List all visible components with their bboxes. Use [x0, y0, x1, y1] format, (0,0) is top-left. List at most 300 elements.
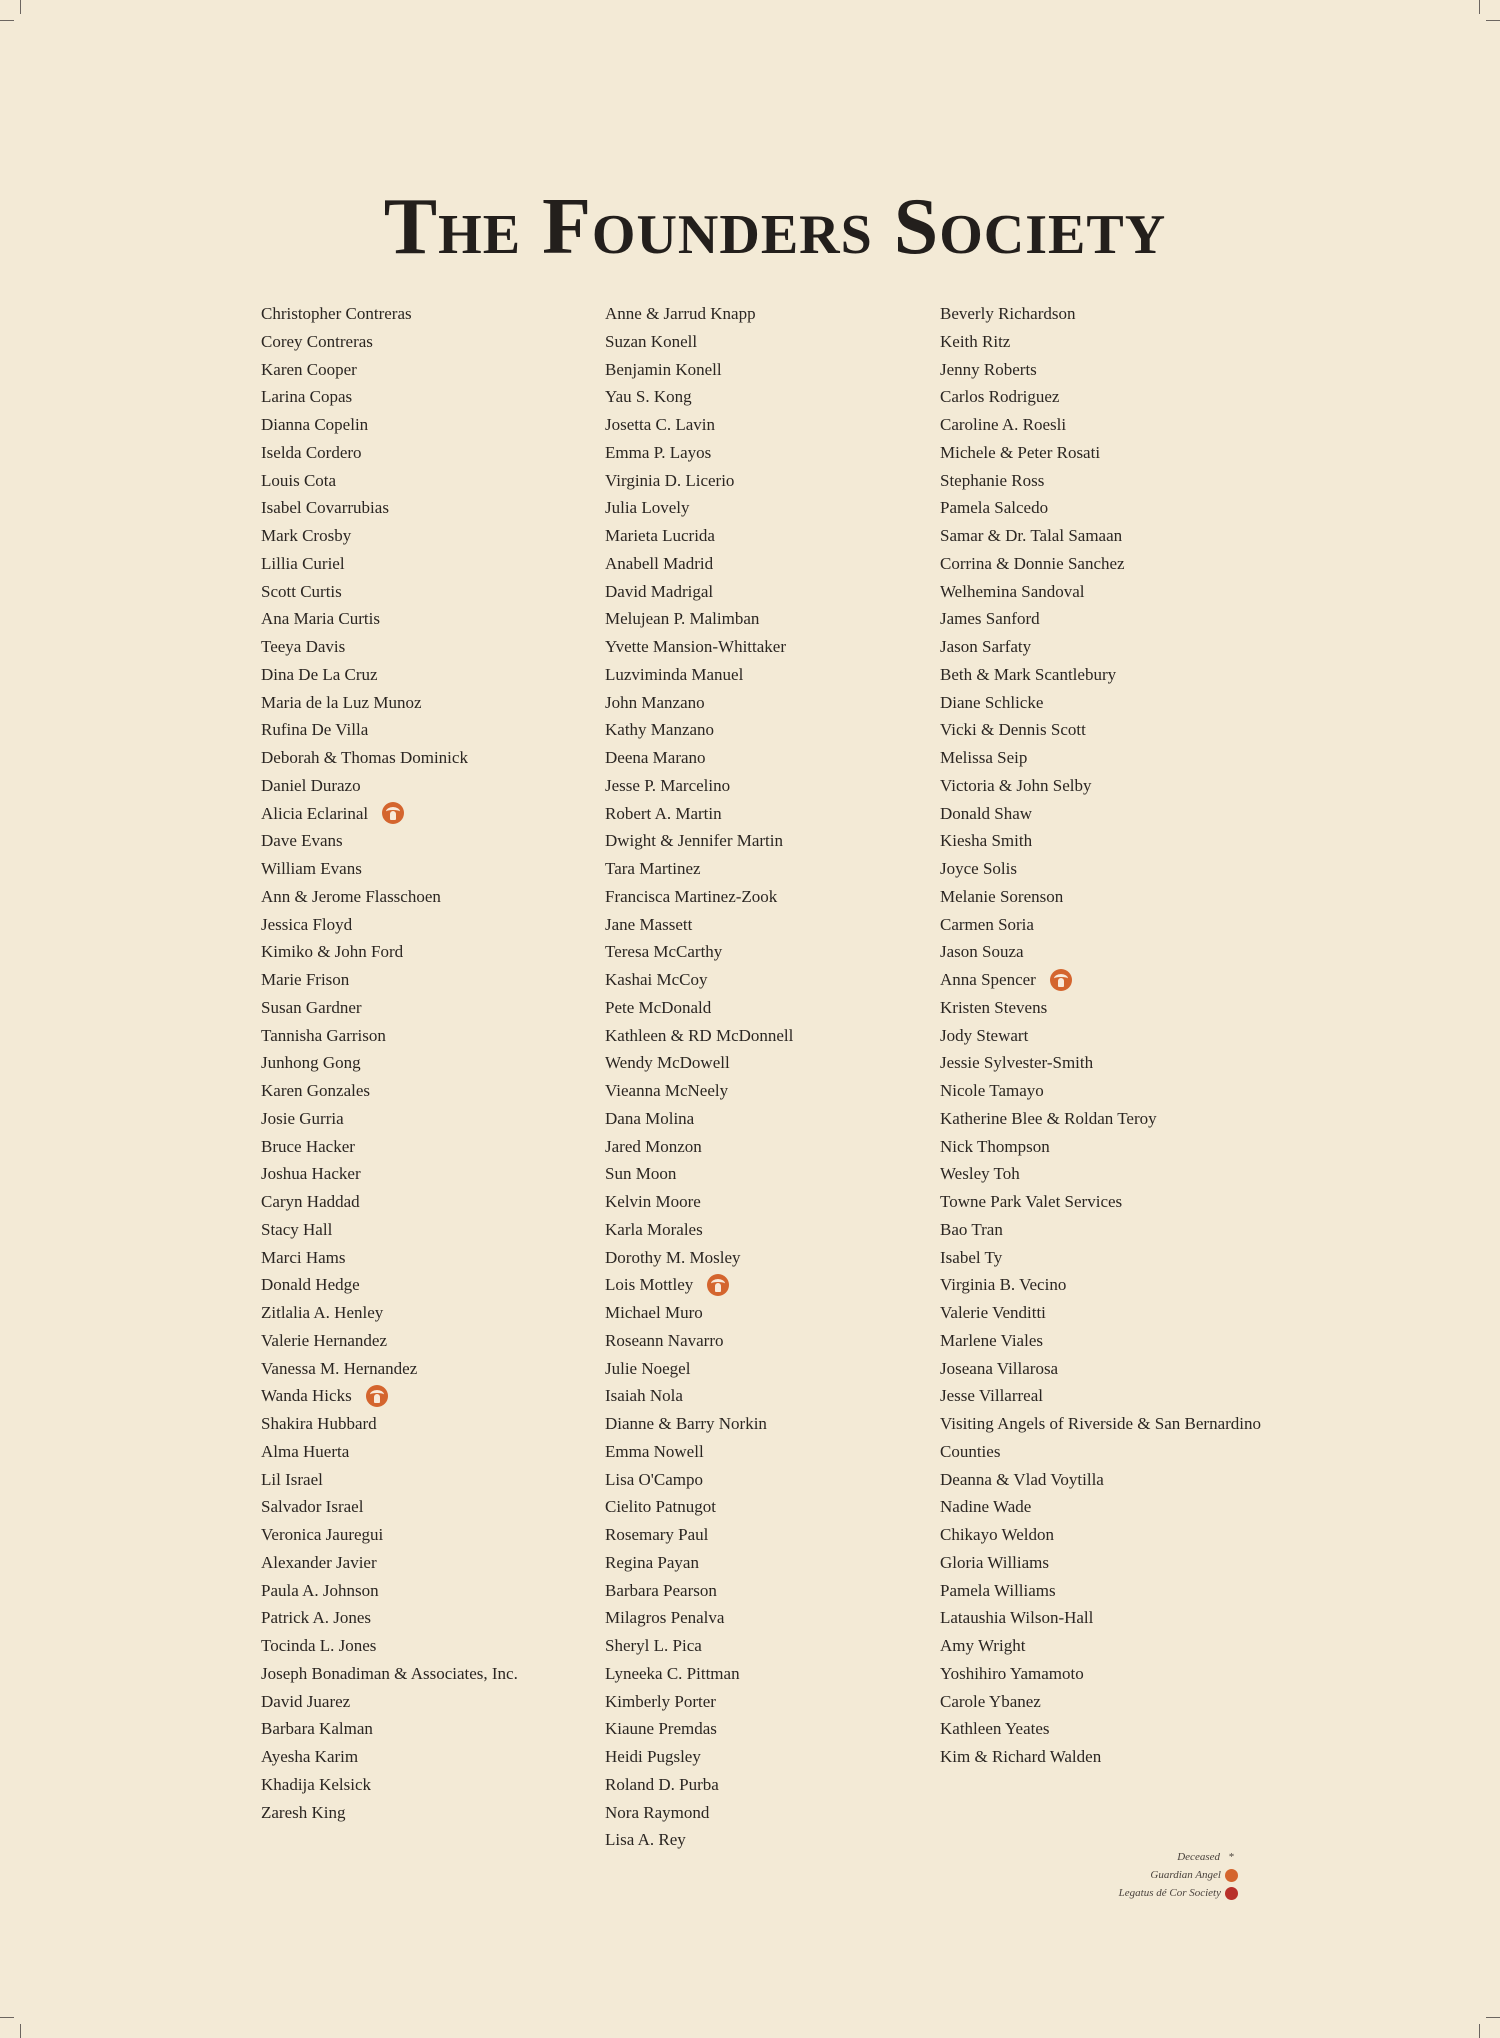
donor-name: [261, 467, 518, 495]
donor-name: [940, 744, 1270, 772]
donor-name-text: Kristen Stevens: [940, 997, 1048, 1017]
crop-mark: [20, 2024, 21, 2038]
donor-name: [605, 1382, 793, 1410]
donor-column-2: [605, 300, 793, 1854]
donor-name-text: Marci Hams: [261, 1247, 346, 1267]
donor-name: [605, 1632, 793, 1660]
donor-name-text: Nora Raymond: [605, 1802, 710, 1822]
donor-name: [261, 1632, 518, 1660]
donor-name-text: William Evans: [261, 859, 362, 878]
donor-name: [940, 1715, 1270, 1743]
donor-name: [940, 1382, 1270, 1410]
donor-name: [940, 1188, 1270, 1216]
donor-name-text: Karen Gonzales: [261, 1081, 371, 1100]
donor-name-text: Joseph Bonadiman & Associates, Inc.: [261, 1663, 518, 1683]
donor-name-text: Kiaune Premdas: [605, 1719, 717, 1739]
donor-name: [940, 1077, 1270, 1105]
donor-name-text: Regina Payan: [605, 1552, 699, 1572]
donor-name-text: Paula A. Johnson: [261, 1580, 379, 1600]
donor-name: [940, 633, 1270, 661]
donor-name-text: David Madrigal: [605, 581, 714, 601]
donor-name: [605, 1521, 793, 1549]
donor-name: [261, 439, 518, 467]
donor-name-text: Kimiko & John Ford: [261, 942, 404, 962]
donor-name-text: Jason Souza: [940, 942, 1024, 962]
donor-name-text: Emma P. Layos: [605, 442, 712, 462]
donor-name: [261, 1493, 518, 1521]
donor-name: [261, 1382, 518, 1410]
donor-name-text: John Manzano: [605, 692, 705, 712]
donor-name-text: Roland D. Purba: [605, 1774, 719, 1794]
donor-name: [940, 1299, 1270, 1327]
donor-name: [261, 744, 518, 772]
donor-name-text: Melanie Sorenson: [940, 886, 1064, 906]
donor-name-text: Vieanna McNeely: [605, 1081, 729, 1100]
donor-name-text: Alma Huerta: [261, 1441, 350, 1461]
donor-name: [605, 827, 793, 855]
donor-name: [605, 1493, 793, 1521]
donor-name: [261, 772, 518, 800]
donor-name-text: Maria de la Luz Munoz: [261, 692, 422, 712]
legend-guardian-angel: [1119, 1866, 1238, 1884]
crop-mark: [1479, 0, 1480, 14]
donor-name: [605, 1438, 793, 1466]
donor-name-text: Deanna & Vlad Voytilla: [940, 1469, 1104, 1489]
guardian-angel-icon: [1050, 969, 1072, 991]
donor-name-text: Carlos Rodriguez: [940, 387, 1060, 407]
donor-name-text: Deena Marano: [605, 748, 706, 767]
donor-name: [605, 744, 793, 772]
donor-name: [940, 994, 1270, 1022]
donor-name: [605, 1160, 793, 1188]
donor-name-text: Josetta C. Lavin: [605, 415, 716, 434]
donor-name-text: Amy Wright: [940, 1636, 1026, 1655]
donor-name-text: Victoria & John Selby: [940, 775, 1092, 795]
donor-name-text: Kimberly Porter: [605, 1691, 716, 1711]
donor-name-text: Julie Noegel: [605, 1358, 691, 1378]
donor-name-text: Jenny Roberts: [940, 359, 1037, 379]
donor-name: [940, 689, 1270, 717]
donor-name: [940, 467, 1270, 495]
donor-name-text: Corey Contreras: [261, 331, 373, 351]
donor-name: [605, 1216, 793, 1244]
donor-name-text: Jessie Sylvester-Smith: [940, 1053, 1094, 1073]
legend-guardian-angel-label: Guardian Angel: [1150, 1869, 1221, 1881]
donor-name: [940, 966, 1270, 994]
donor-name-text: Visiting Angels of Riverside & San Bernardino Counties: [940, 1414, 1261, 1461]
donor-name-text: Towne Park Valet Services: [940, 1192, 1123, 1211]
donor-name: [940, 1688, 1270, 1716]
donor-name: [940, 411, 1270, 439]
donor-name-text: Susan Gardner: [261, 997, 362, 1017]
donor-name: [605, 1077, 793, 1105]
donor-name-text: Jason Sarfaty: [940, 637, 1032, 656]
page-title: The Founders Society: [383, 183, 1167, 271]
donor-name-text: Caroline A. Roesli: [940, 415, 1067, 434]
donor-name-text: Melissa Seip: [940, 748, 1028, 767]
donor-name: [940, 605, 1270, 633]
donor-name-text: Pete McDonald: [605, 997, 712, 1017]
donor-name-text: Khadija Kelsick: [261, 1774, 371, 1794]
donor-name: [261, 827, 518, 855]
donor-name-text: Alicia Eclarinal: [261, 803, 369, 823]
donor-name-text: Roseann Navarro: [605, 1330, 724, 1350]
donor-name-text: Barbara Pearson: [605, 1580, 717, 1600]
donor-name: [261, 411, 518, 439]
donor-name-text: Katherine Blee & Roldan Teroy: [940, 1108, 1157, 1128]
donor-name: [605, 1105, 793, 1133]
donor-name: [261, 300, 518, 328]
donor-name: [605, 383, 793, 411]
donor-name: [261, 1160, 518, 1188]
donor-name: [940, 1604, 1270, 1632]
donor-name: [605, 1466, 793, 1494]
donor-name-text: Larina Copas: [261, 387, 353, 407]
donor-name: [940, 1133, 1270, 1161]
donor-name-text: Valerie Hernandez: [261, 1330, 388, 1350]
donor-name-text: Louis Cota: [261, 470, 337, 490]
donor-name-text: Donald Hedge: [261, 1275, 360, 1295]
donor-name-text: Shakira Hubbard: [261, 1414, 377, 1433]
donor-name-text: Emma Nowell: [605, 1441, 704, 1461]
donor-name-text: Chikayo Weldon: [940, 1525, 1055, 1544]
crop-mark: [1479, 2024, 1480, 2038]
donor-name-text: Pamela Williams: [940, 1580, 1056, 1600]
donor-name: [605, 883, 793, 911]
donor-name: [940, 550, 1270, 578]
donor-name-text: Welhemina Sandoval: [940, 581, 1085, 601]
donor-name: [605, 1133, 793, 1161]
donor-name: [605, 411, 793, 439]
guardian-angel-icon: [382, 802, 404, 824]
donor-name: [605, 1022, 793, 1050]
donor-name-text: Isabel Covarrubias: [261, 498, 389, 518]
donor-name-text: Wendy McDowell: [605, 1053, 730, 1073]
donor-name-text: Deborah & Thomas Dominick: [261, 748, 468, 767]
donor-name: [940, 300, 1270, 328]
donor-name: [261, 938, 518, 966]
donor-name-text: Benjamin Konell: [605, 359, 722, 379]
donor-name-text: Lyneeka C. Pittman: [605, 1663, 740, 1683]
donor-name-text: Anabell Madrid: [605, 553, 714, 573]
donor-name: [261, 1660, 518, 1688]
legend-deceased-label: Deceased: [1177, 1851, 1220, 1863]
donor-name: [940, 1743, 1270, 1771]
donor-name: [261, 1049, 518, 1077]
donor-name-text: Vanessa M. Hernandez: [261, 1358, 418, 1378]
donor-name: [605, 467, 793, 495]
donor-name: [940, 356, 1270, 384]
donor-name: [261, 633, 518, 661]
donor-name: [261, 1299, 518, 1327]
donor-name-text: Pamela Salcedo: [940, 498, 1049, 518]
donor-name-text: Jesse P. Marcelino: [605, 775, 731, 795]
donor-name: [261, 1327, 518, 1355]
donor-name-text: Dana Molina: [605, 1108, 695, 1128]
donor-name-text: Bruce Hacker: [261, 1136, 355, 1156]
donor-name-text: Valerie Venditti: [940, 1303, 1046, 1322]
donor-name-text: Melujean P. Malimban: [605, 609, 760, 629]
donor-name: [261, 855, 518, 883]
donor-name: [605, 938, 793, 966]
donor-name: [261, 1105, 518, 1133]
donor-name: [605, 1688, 793, 1716]
donor-name-text: Junhong Gong: [261, 1053, 361, 1073]
donor-name-text: Diane Schlicke: [940, 692, 1044, 712]
donor-name: [261, 883, 518, 911]
donor-name-text: Kashai McCoy: [605, 970, 708, 989]
donor-name-text: Daniel Durazo: [261, 775, 361, 795]
donor-name-text: Heidi Pugsley: [605, 1747, 701, 1766]
donor-name: [605, 300, 793, 328]
donor-name-text: Rufina De Villa: [261, 720, 369, 740]
donor-name: [261, 1799, 518, 1827]
donor-name-text: Dianne & Barry Norkin: [605, 1414, 767, 1433]
donor-column-3: [940, 300, 1270, 1771]
donor-name: [261, 716, 518, 744]
donor-name-text: Dina De La Cruz: [261, 664, 378, 684]
donor-name-text: Jesse Villarreal: [940, 1386, 1043, 1406]
donor-name: [605, 1771, 793, 1799]
donor-name: [261, 605, 518, 633]
donor-name-text: Zaresh King: [261, 1802, 346, 1822]
guardian-angel-icon: [707, 1274, 729, 1296]
crop-mark: [1486, 2017, 1500, 2018]
donor-name-text: Ann & Jerome Flasschoen: [261, 886, 441, 906]
donor-name: [605, 1604, 793, 1632]
donor-name-text: Nicole Tamayo: [940, 1081, 1044, 1100]
donor-name-text: Isaiah Nola: [605, 1386, 683, 1406]
asterisk-icon: *: [1228, 1851, 1234, 1863]
donor-name-text: Wanda Hicks: [261, 1386, 352, 1406]
donor-name: [261, 966, 518, 994]
donor-name: [940, 1493, 1270, 1521]
donor-name: [605, 1049, 793, 1077]
donor-name-text: Joyce Solis: [940, 859, 1017, 878]
donor-name-text: Lisa O'Campo: [605, 1469, 703, 1489]
donor-name-text: Sun Moon: [605, 1164, 677, 1184]
crop-mark: [1486, 20, 1500, 21]
donor-name: [261, 328, 518, 356]
donor-name-text: Dianna Copelin: [261, 415, 369, 434]
donor-name: [940, 1271, 1270, 1299]
donor-name: [940, 1549, 1270, 1577]
donor-name-text: Kelvin Moore: [605, 1192, 701, 1211]
donor-name: [605, 550, 793, 578]
donor-name: [261, 1133, 518, 1161]
donor-name-text: Kathleen Yeates: [940, 1719, 1050, 1739]
donor-name: [261, 661, 518, 689]
donor-name-text: Tannisha Garrison: [261, 1025, 386, 1045]
donor-name: [940, 494, 1270, 522]
donor-name: [261, 1438, 518, 1466]
donor-name-text: Jared Monzon: [605, 1136, 702, 1156]
donor-name-text: Yoshihiro Yamamoto: [940, 1663, 1084, 1683]
donor-name: [940, 911, 1270, 939]
donor-name-text: Zitlalia A. Henley: [261, 1303, 384, 1322]
donor-name-text: Marieta Lucrida: [605, 526, 715, 545]
donor-name-text: Dorothy M. Mosley: [605, 1247, 741, 1267]
donor-name: [605, 1188, 793, 1216]
donor-name: [261, 1743, 518, 1771]
donor-name: [940, 827, 1270, 855]
donor-name-text: Karen Cooper: [261, 359, 357, 379]
donor-name-text: Nadine Wade: [940, 1497, 1032, 1517]
donor-name-text: Marlene Viales: [940, 1330, 1043, 1350]
donor-name-text: Teeya Davis: [261, 637, 346, 656]
donor-name: [605, 800, 793, 828]
donor-name-text: Sheryl L. Pica: [605, 1636, 702, 1655]
donor-name: [261, 1577, 518, 1605]
donor-name: [940, 1521, 1270, 1549]
donor-name: [261, 911, 518, 939]
donor-name-text: Lisa A. Rey: [605, 1830, 686, 1850]
donor-name: [940, 1410, 1270, 1466]
donor-name-text: Cielito Patnugot: [605, 1497, 716, 1517]
donor-name-text: Ana Maria Curtis: [261, 609, 380, 629]
donor-name-text: Dwight & Jennifer Martin: [605, 831, 783, 851]
donor-name-text: Virginia B. Vecino: [940, 1275, 1067, 1295]
donor-column-1: [261, 300, 518, 1826]
donor-name: [261, 1604, 518, 1632]
donor-name: [940, 800, 1270, 828]
donor-name-text: Carmen Soria: [940, 914, 1034, 934]
donor-name-text: Francisca Martinez-Zook: [605, 886, 778, 906]
donor-name: [261, 1077, 518, 1105]
crop-mark: [0, 2017, 14, 2018]
donor-name: [940, 1160, 1270, 1188]
donor-name: [605, 633, 793, 661]
donor-name: [605, 1549, 793, 1577]
donor-name: [261, 1521, 518, 1549]
donor-name-text: Carole Ybanez: [940, 1691, 1041, 1711]
donor-name-text: James Sanford: [940, 609, 1040, 629]
donor-name: [605, 1355, 793, 1383]
donor-name-text: Dave Evans: [261, 831, 343, 851]
donor-name-text: Kathleen & RD McDonnell: [605, 1025, 794, 1045]
donor-name-text: Alexander Javier: [261, 1552, 377, 1572]
crop-mark: [20, 0, 21, 14]
donor-name: [940, 661, 1270, 689]
donor-name: [940, 383, 1270, 411]
donor-name-text: Salvador Israel: [261, 1497, 364, 1517]
donor-name-text: Lataushia Wilson-Hall: [940, 1608, 1094, 1628]
donor-name: [605, 689, 793, 717]
donor-name-text: Rosemary Paul: [605, 1525, 709, 1544]
donor-name-text: Stacy Hall: [261, 1219, 333, 1239]
donor-name: [605, 356, 793, 384]
donor-name-text: Luzviminda Manuel: [605, 664, 744, 684]
donor-name: [940, 716, 1270, 744]
donor-name: [940, 1355, 1270, 1383]
donor-name-text: Vicki & Dennis Scott: [940, 720, 1086, 740]
donor-name-text: Marie Frison: [261, 970, 350, 989]
donor-name: [261, 578, 518, 606]
donor-name: [605, 1660, 793, 1688]
donor-name: [940, 1244, 1270, 1272]
donor-name: [261, 1244, 518, 1272]
donor-name: [605, 1327, 793, 1355]
donor-name-text: Jane Massett: [605, 914, 693, 934]
donor-name: [605, 439, 793, 467]
donor-name: [940, 1216, 1270, 1244]
donor-name: [605, 328, 793, 356]
donor-name: [261, 1688, 518, 1716]
donor-name-text: Mark Crosby: [261, 526, 352, 545]
donor-name-text: Yvette Mansion-Whittaker: [605, 637, 786, 656]
donor-name: [605, 966, 793, 994]
donor-name: [261, 1466, 518, 1494]
donor-name: [940, 578, 1270, 606]
donor-name: [940, 439, 1270, 467]
donor-name-text: Kathy Manzano: [605, 720, 715, 740]
donor-name-text: Caryn Haddad: [261, 1192, 360, 1211]
donor-name-text: Yau S. Kong: [605, 387, 692, 407]
donor-name: [261, 1715, 518, 1743]
donor-name: [261, 356, 518, 384]
donor-name-text: Jody Stewart: [940, 1025, 1029, 1045]
donor-name: [261, 1188, 518, 1216]
donor-name-text: Michael Muro: [605, 1303, 703, 1322]
donor-name: [261, 689, 518, 717]
donor-name: [261, 994, 518, 1022]
donor-name: [940, 1022, 1270, 1050]
donor-name: [605, 1299, 793, 1327]
donor-name-text: Michele & Peter Rosati: [940, 442, 1101, 462]
crop-mark: [0, 20, 14, 21]
donor-name-text: Lil Israel: [261, 1469, 323, 1489]
donor-name-text: Beth & Mark Scantlebury: [940, 664, 1117, 684]
legend-legatus-label: Legatus dé Cor Society: [1118, 1887, 1221, 1899]
donor-name: [261, 522, 518, 550]
donor-name: [605, 605, 793, 633]
donor-name-text: Ayesha Karim: [261, 1747, 359, 1766]
donor-name: [605, 661, 793, 689]
donor-name-text: Kim & Richard Walden: [940, 1747, 1102, 1766]
legend: [1119, 1848, 1238, 1902]
donor-name-text: Wesley Toh: [940, 1164, 1020, 1184]
donor-name: [940, 522, 1270, 550]
donor-name-text: Suzan Konell: [605, 331, 698, 351]
donor-name-text: Gloria Williams: [940, 1552, 1050, 1572]
donor-name: [261, 800, 518, 828]
donor-name: [605, 1244, 793, 1272]
donor-name: [261, 1410, 518, 1438]
donor-name: [605, 578, 793, 606]
donor-name-text: Iselda Cordero: [261, 442, 362, 462]
donor-name-text: Corrina & Donnie Sanchez: [940, 553, 1125, 573]
donor-name-text: Tara Martinez: [605, 859, 701, 878]
donor-name: [940, 1466, 1270, 1494]
donor-name-text: Anne & Jarrud Knapp: [605, 304, 756, 323]
donor-name-text: Karla Morales: [605, 1219, 703, 1239]
donor-name: [261, 494, 518, 522]
donor-name-text: Josie Gurria: [261, 1108, 344, 1128]
donor-name-text: Keith Ritz: [940, 331, 1011, 351]
donor-name: [940, 1660, 1270, 1688]
donor-name-text: Joshua Hacker: [261, 1164, 361, 1184]
donor-name: [940, 938, 1270, 966]
donor-name: [940, 1327, 1270, 1355]
donor-name-text: Barbara Kalman: [261, 1719, 373, 1739]
donor-name-text: Milagros Penalva: [605, 1608, 725, 1628]
donor-name: [940, 883, 1270, 911]
donor-name: [605, 1271, 793, 1299]
donor-name-text: Kiesha Smith: [940, 831, 1033, 851]
donor-name-text: Beverly Richardson: [940, 304, 1076, 323]
donor-name: [940, 1577, 1270, 1605]
donor-name: [261, 1216, 518, 1244]
